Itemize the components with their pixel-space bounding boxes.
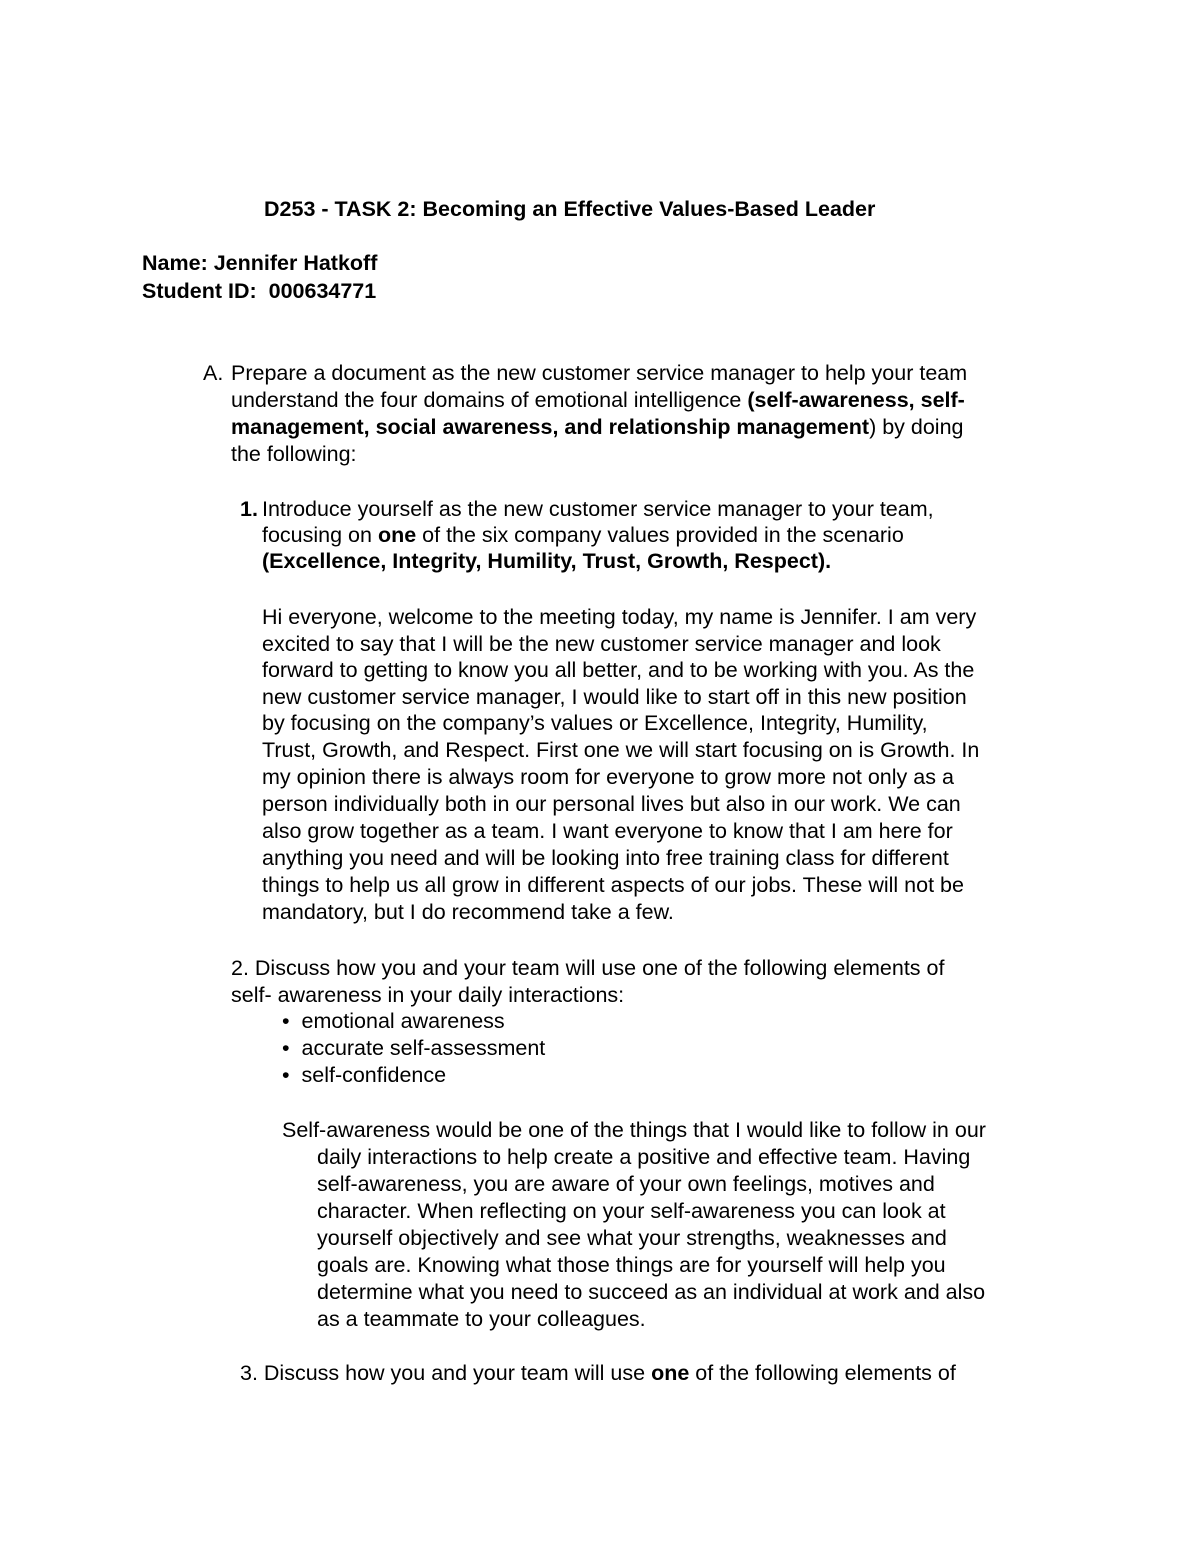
item-1-answer-line: new customer service manager, I would like to start off in this new position <box>262 685 967 709</box>
item-1-answer-line: forward to getting to know you all better, and to be working with you. As the <box>262 658 975 682</box>
bullet-icon: • <box>282 1063 290 1087</box>
section-a-line-2 <box>231 387 965 414</box>
section-a-domains-bold: (self-awareness, self- <box>747 388 965 412</box>
item-1-answer-line: mandatory, but I do recommend take a few. <box>262 900 674 924</box>
item-2-answer-line: daily interactions to help create a positive and effective team. Having <box>317 1145 971 1169</box>
name-value: Jennifer Hatkoff <box>213 251 378 275</box>
bullet-icon: • <box>282 1009 290 1033</box>
document-title: D253 - TASK 2: Becoming an Effective Values-Based Leader <box>264 197 876 221</box>
item-1-answer-line: my opinion there is always room for everyone to grow more not only as a <box>262 765 954 789</box>
item-1-line-2a: focusing on <box>262 523 378 547</box>
item-2-answer-line: determine what you need to succeed as an individual at work and also <box>317 1280 986 1304</box>
item-2-line-1: 2. Discuss how you and your team will use one of the following elements of <box>231 956 945 980</box>
item-1-line-1: Introduce yourself as the new customer service manager to your team, <box>262 497 934 521</box>
student-id-value: 000634771 <box>268 279 377 303</box>
section-a-line-2-text: understand the four domains of emotional intelligence <box>231 388 748 412</box>
item-2-answer-line: character. When reflecting on your self-awareness you can look at <box>317 1199 946 1223</box>
item-1-answer-line: anything you need and will be looking into free training class for different <box>262 846 949 870</box>
item-3-line-1a: 3. Discuss how you and your team will use <box>240 1361 652 1385</box>
item-3-line-1c: of the following elements of <box>689 1361 956 1385</box>
bullet-text: self-confidence <box>301 1063 447 1087</box>
item-2-answer-line: self-awareness, you are aware of your own feelings, motives and <box>317 1172 935 1196</box>
section-a-line-4: the following: <box>231 442 357 466</box>
item-2-line-2: self- awareness in your daily interactions: <box>231 983 625 1007</box>
item-1-values: (Excellence, Integrity, Humility, Trust, Growth, Respect). <box>262 549 832 573</box>
section-a-marker: A. <box>203 361 224 385</box>
item-2-answer-line: goals are. Knowing what those things are for yourself will help you <box>317 1253 946 1277</box>
item-1-answer-line: things to help us all grow in different aspects of our jobs. These will not be <box>262 873 964 897</box>
section-a-line-3 <box>231 414 963 441</box>
item-1-answer-line: by focusing on the company’s values or Excellence, Integrity, Humility, <box>262 711 928 735</box>
item-1-answer-line: Trust, Growth, and Respect. First one we will start focusing on is Growth. In <box>262 738 980 762</box>
item-3-line-1 <box>240 1360 956 1387</box>
item-2-answer-first-line: Self-awareness would be one of the things that I would like to follow in our <box>282 1118 986 1142</box>
item-1-answer-line: excited to say that I will be the new customer service manager and look <box>262 632 941 656</box>
item-1-answer-line: person individually both in our personal lives but also in our work. We can <box>262 792 961 816</box>
item-1-marker: 1. <box>240 497 258 521</box>
student-id-line <box>142 278 376 305</box>
name-line <box>142 250 377 277</box>
bullet-item <box>282 1062 446 1089</box>
section-a-domains-bold-2: management, social awareness, and relationship management <box>231 415 870 439</box>
item-2-answer-line: as a teammate to your colleagues. <box>317 1307 646 1331</box>
item-1-line-2c: of the six company values provided in the scenario <box>416 523 904 547</box>
item-1-line-2 <box>262 522 904 549</box>
bullet-item <box>282 1008 505 1035</box>
bullet-item <box>282 1035 545 1062</box>
section-a-line-1: Prepare a document as the new customer service manager to help your team <box>231 361 968 385</box>
bullet-text: emotional awareness <box>301 1009 505 1033</box>
section-a-line-3-text: ) by doing <box>869 415 964 439</box>
name-colon: : <box>200 251 214 275</box>
bullet-text: accurate self-assessment <box>301 1036 546 1060</box>
item-1-one-bold: one <box>377 523 417 547</box>
item-1-answer-line: Hi everyone, welcome to the meeting today, my name is Jennifer. I am very <box>262 605 977 629</box>
student-id-label: Student ID: <box>142 279 257 303</box>
name-label: Name <box>142 251 201 275</box>
item-1-answer-line: also grow together as a team. I want everyone to know that I am here for <box>262 819 953 843</box>
item-3-one-bold: one <box>651 1361 690 1385</box>
bullet-icon: • <box>282 1036 290 1060</box>
item-2-answer-line: yourself objectively and see what your strengths, weaknesses and <box>317 1226 947 1250</box>
